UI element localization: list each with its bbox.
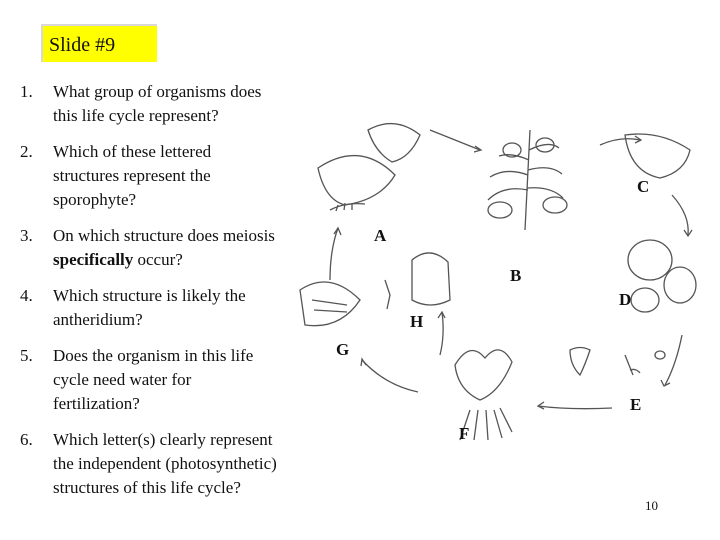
question-number: 3. — [20, 226, 33, 245]
page-number: 10 — [645, 498, 658, 513]
sporangium-drawing — [664, 267, 696, 303]
question-number: 1. — [20, 82, 33, 101]
cycle-arrow — [438, 312, 445, 318]
antheridium-drawing — [385, 280, 390, 309]
label-a: A — [374, 226, 387, 245]
emphasis-word: specifically — [53, 250, 134, 269]
cycle-arrow — [600, 139, 640, 145]
cycle-arrow — [538, 402, 544, 409]
question-line: antheridium? — [53, 310, 143, 329]
gametophyte-drawing — [368, 124, 420, 162]
question-number: 5. — [20, 346, 33, 365]
frond-leaflet-drawing — [543, 197, 567, 213]
fern-frond-drawing — [525, 130, 530, 230]
frond-pinnule-drawing — [625, 134, 690, 178]
question-line-end: occur? — [133, 250, 183, 269]
germinating-spore-drawing — [570, 348, 590, 376]
germinating-spore-drawing — [625, 355, 640, 375]
cycle-arrow — [672, 195, 688, 235]
question-number: 2. — [20, 142, 33, 161]
sporangium-drawing — [631, 288, 659, 312]
cycle-arrow — [330, 228, 338, 280]
cycle-arrow — [334, 228, 341, 235]
question-number: 6. — [20, 430, 33, 449]
spore-drawing — [655, 351, 665, 359]
young-sporophyte-drawing — [330, 203, 365, 211]
frond-leaflet-drawing — [488, 202, 512, 218]
fern-frond-drawing — [488, 144, 563, 200]
label-h: H — [410, 312, 424, 331]
question-line: Which of these lettered — [53, 142, 212, 161]
reproductive-structure-drawing — [312, 300, 347, 312]
label-f: F — [459, 424, 470, 443]
label-g: G — [336, 340, 350, 359]
gametophyte-drawing — [318, 156, 395, 205]
label-d: D — [619, 290, 632, 309]
question-line: sporophyte? — [53, 190, 137, 209]
question-line: structures of this life cycle? — [53, 478, 241, 497]
cycle-arrow — [538, 406, 612, 409]
question-line: On which structure does meiosis — [53, 226, 275, 245]
archegonium-drawing — [412, 253, 450, 305]
question-line: the independent (photosynthetic) — [53, 454, 277, 473]
sporangium-drawing — [628, 240, 672, 280]
cycle-arrow — [440, 312, 443, 355]
question-line: What group of organisms does — [53, 82, 262, 101]
question-line: structures represent the — [53, 166, 211, 185]
question-line: fertilization? — [53, 394, 140, 413]
question-line: Does the organism in this life — [53, 346, 254, 365]
prothallus-drawing — [455, 350, 512, 400]
question-line: Which letter(s) clearly represent — [53, 430, 273, 449]
question-line: this life cycle represent? — [53, 106, 219, 125]
question-line: Which structure is likely the — [53, 286, 246, 305]
question-number: 4. — [20, 286, 33, 305]
cycle-arrow — [665, 335, 682, 385]
slide-title: Slide #9 — [41, 24, 157, 62]
label-e: E — [630, 395, 642, 414]
label-c: C — [637, 177, 650, 196]
cycle-arrow — [430, 130, 480, 150]
reproductive-structure-drawing — [300, 282, 360, 326]
label-b: B — [510, 266, 522, 285]
question-line: cycle need water for — [53, 370, 192, 389]
cycle-arrow — [362, 360, 418, 392]
